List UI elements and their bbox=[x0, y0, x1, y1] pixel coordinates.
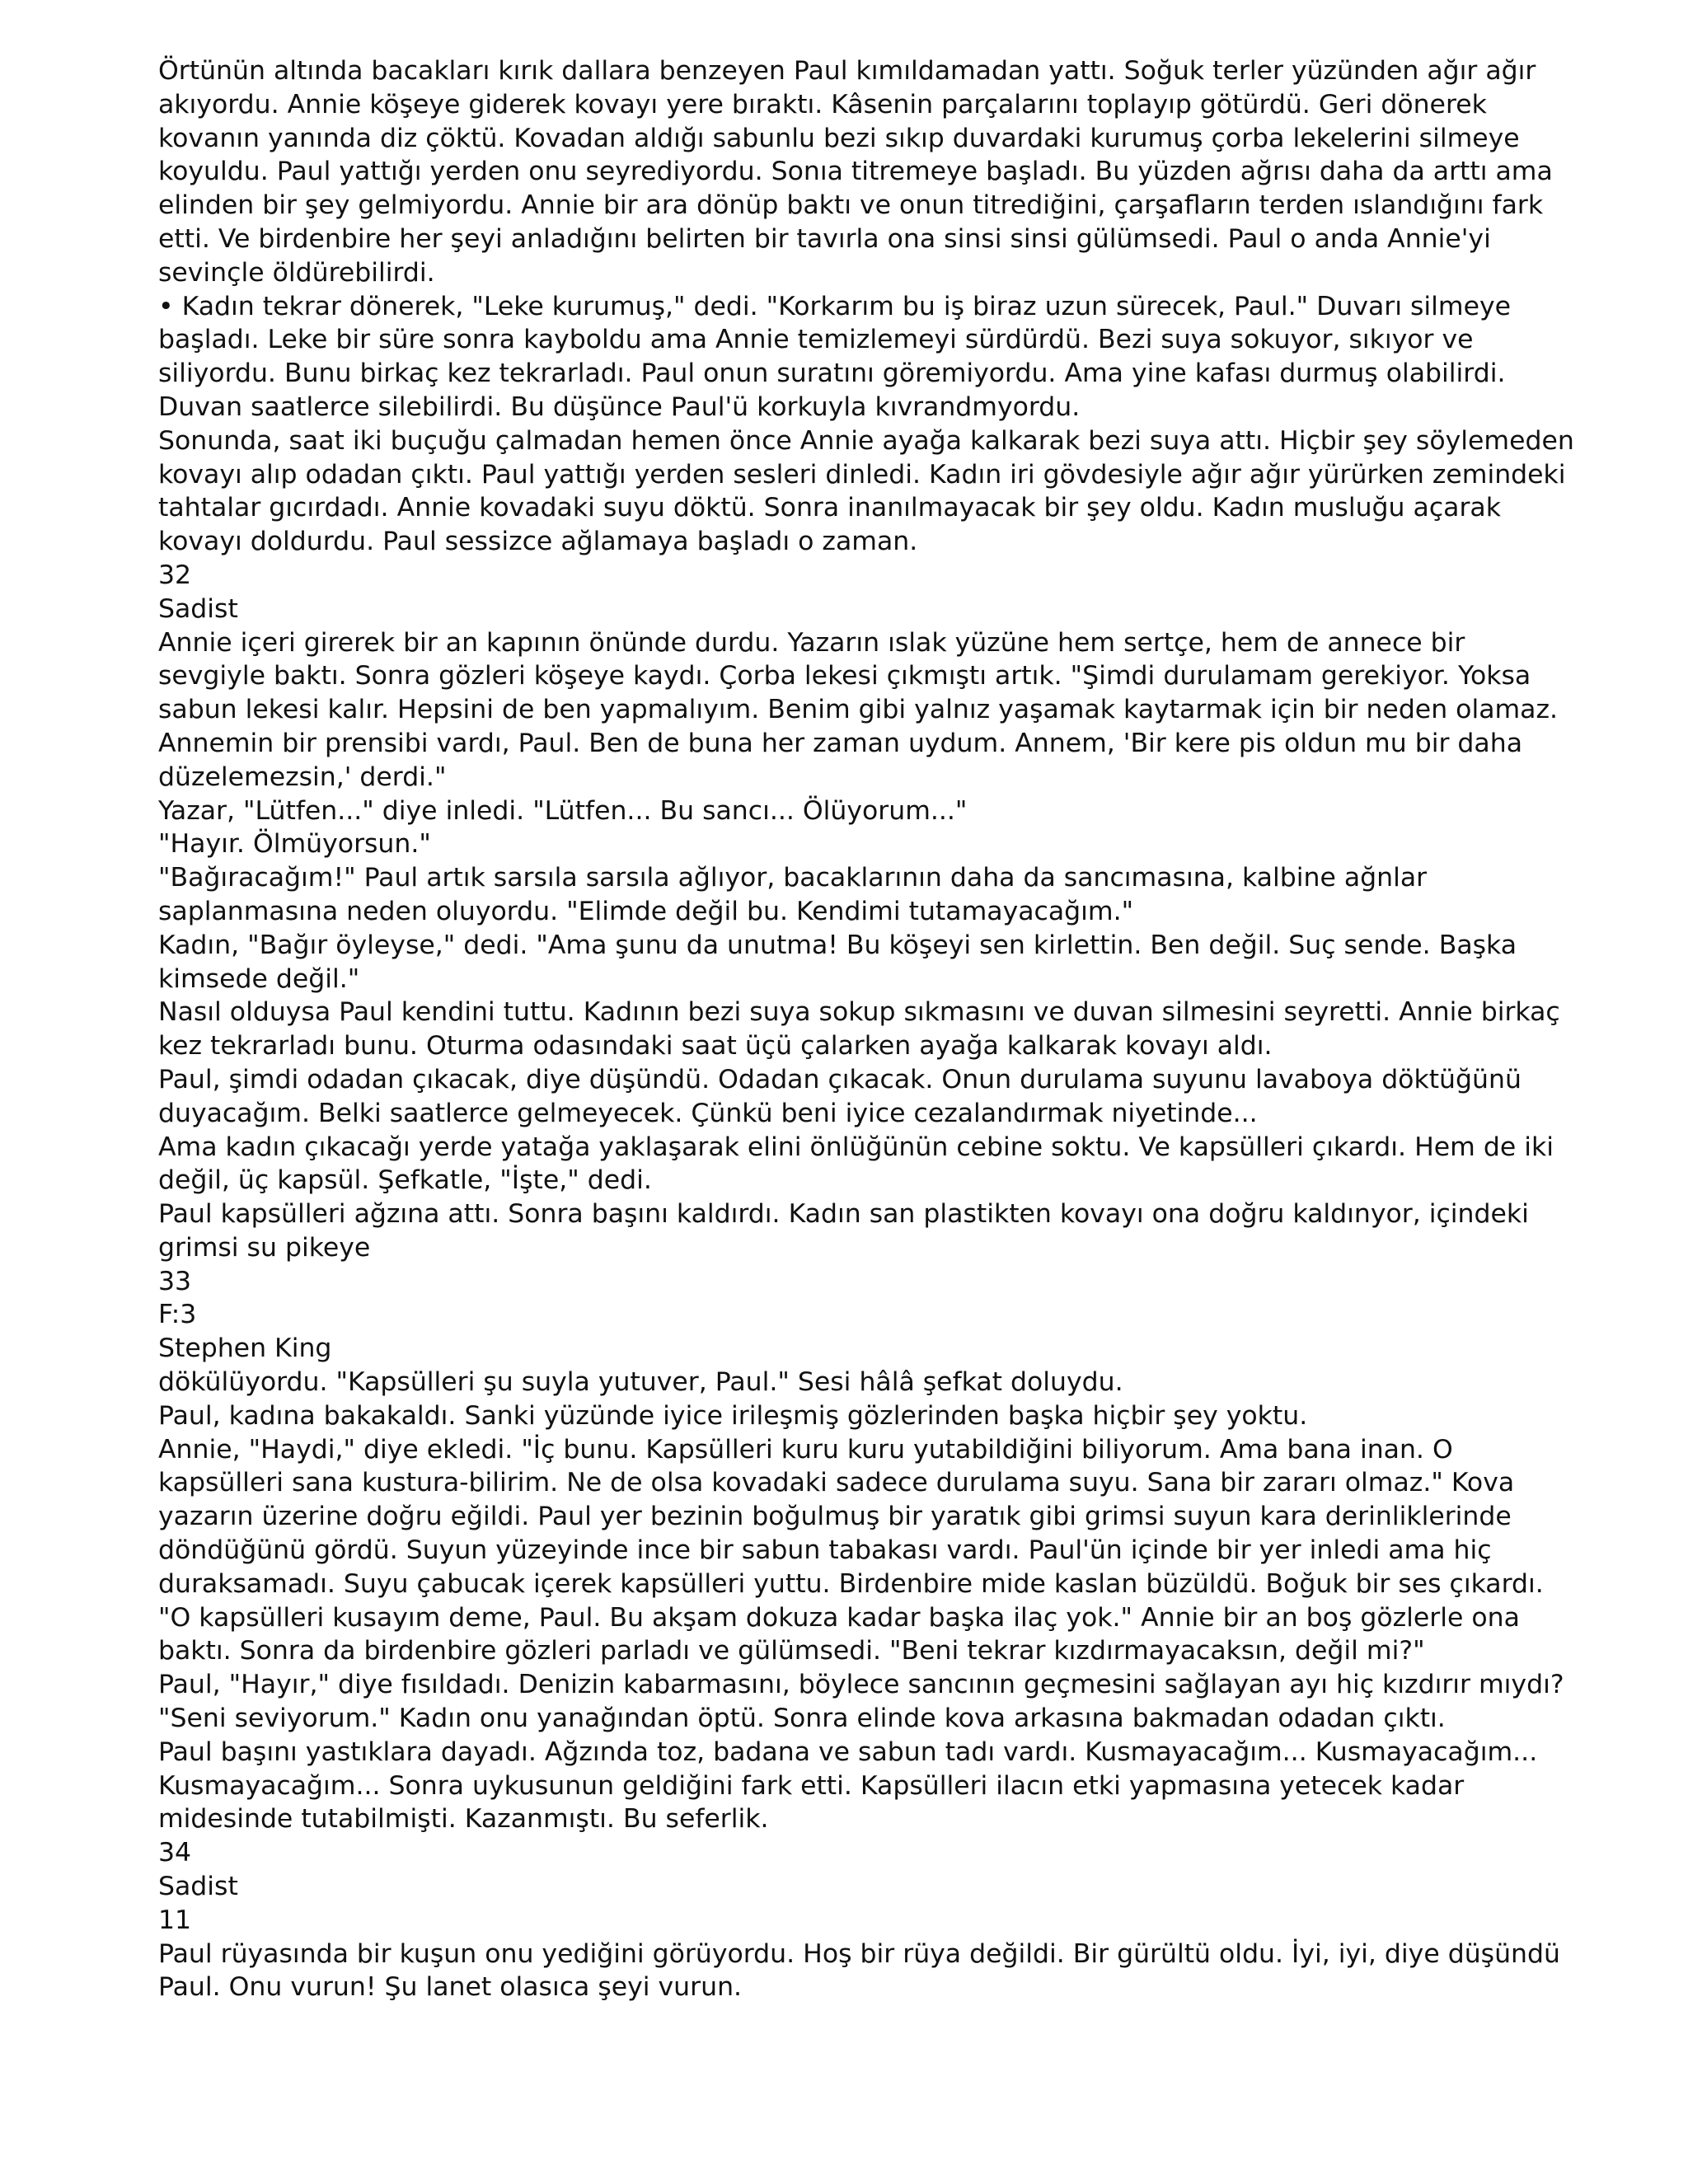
text-line: saplanmasına neden oluyordu. "Elimde değil bu. Kendimi tutamayacağım." bbox=[158, 896, 1134, 926]
text-line: grimsi su pikeye bbox=[158, 1232, 371, 1263]
text-line: Paul başını yastıklara dayadı. Ağzında toz, badana ve sabun tadı vardı. Kusmayacağım... Kusmayacağım... bbox=[158, 1736, 1538, 1767]
text-line: yazarın üzerine doğru eğildi. Paul yer bezinin boğulmuş bir yaratık gibi grimsi suyun kara derinliklerinde bbox=[158, 1502, 1512, 1532]
text-line: Paul, "Hayır," diye fısıldadı. Denizin kabarmasını, böylece sancının geçmesini sağlayan ayı hiç kızdırır mıydı? bbox=[158, 1670, 1564, 1700]
text-line: sevgiyle baktı. Sonra gözleri köşeye kaydı. Çorba lekesi çıkmıştı artık. "Şimdi durulamam gerekiyor. Yoksa bbox=[158, 661, 1531, 691]
text-line: Nasıl olduysa Paul kendini tuttu. Kadının bezi suya sokup sıkmasını ve duvan silmesini seyretti. Annie birkaç bbox=[158, 997, 1560, 1028]
chapter-number: 11 bbox=[158, 1905, 192, 1935]
running-header: Sadist bbox=[158, 593, 238, 624]
text-line: Sonunda, saat iki buçuğu çalmadan hemen önce Annie ayağa kalkarak bezi suya attı. Hiçbir şey söylemeden bbox=[158, 425, 1574, 456]
text-line: duyacağım. Belki saatlerce gelmeyecek. Çünkü beni iyice cezalandırmak niyetinde... bbox=[158, 1098, 1258, 1128]
page-marker: F:3 bbox=[158, 1300, 197, 1330]
text-line: etti. Ve birdenbire her şeyi anladığını belirten bir tavırla ona sinsi sinsi gülümsedi. Paul o anda Annie'yi bbox=[158, 223, 1491, 254]
text-line: akıyordu. Annie köşeye giderek kovayı yere bıraktı. Kâsenin parçalarını toplayıp götürdü. Geri dönerek bbox=[158, 89, 1487, 120]
text-line: koyuldu. Paul yattığı yerden onu seyrediyordu. Sonıa titremeye başladı. Bu yüzden ağrısı daha da arttı ama bbox=[158, 157, 1553, 187]
text-line: midesinde tutabilmişti. Kazanmıştı. Bu seferlik. bbox=[158, 1804, 769, 1835]
text-line: kovanın yanında diz çöktü. Kovadan aldığı sabunlu bezi sıkıp duvardaki kurumuş çorba lekelerini silmeye bbox=[158, 123, 1520, 153]
text-line: baktı. Sonra da birdenbire gözleri parladı ve gülümsedi. "Beni tekrar kızdırmayacaksın, değil mi?" bbox=[158, 1636, 1425, 1666]
text-line: kovayı alıp odadan çıktı. Paul yattığı yerden sesleri dinledi. Kadın iri gövdesiyle ağır ağır yürürken zemindeki bbox=[158, 459, 1566, 490]
text-line: dökülüyordu. "Kapsülleri şu suyla yutuver, Paul." Sesi hâlâ şefkat doluydu. bbox=[158, 1367, 1123, 1398]
text-line: döndüğünü gördü. Suyun yüzeyinde ince bir sabun tabakası vardı. Paul'ün içinde bir yer inledi ama hiç bbox=[158, 1535, 1492, 1566]
text-line: duraksamadı. Suyu çabucak içerek kapsülleri yuttu. Birdenbire mide kaslan büzüldü. Boğuk bir ses çıkardı. bbox=[158, 1568, 1544, 1599]
text-line: sabun lekesi kalır. Hepsini de ben yapmalıyım. Benim gibi yalnız yaşamak kaytarmak için bir neden olamaz. bbox=[158, 695, 1559, 725]
text-line: Annie, "Haydi," diye ekledi. "İç bunu. Kapsülleri kuru kuru yutabildiğini biliyorum. Ama bana inan. O bbox=[158, 1434, 1453, 1465]
text-line: Paul, şimdi odadan çıkacak, diye düşündü. Odadan çıkacak. Onun durulama suyunu lavaboya döktüğünü bbox=[158, 1064, 1522, 1094]
text-line: kovayı doldurdu. Paul sessizce ağlamaya başladı o zaman. bbox=[158, 527, 918, 557]
text-line: Paul, kadına bakakaldı. Sanki yüzünde iyice irileşmiş gözlerinden başka hiçbir şey yoktu. bbox=[158, 1400, 1308, 1431]
text-line: Paul. Onu vurun! Şu lanet olasıca şeyi vurun. bbox=[158, 1972, 743, 2003]
text-line: Yazar, "Lütfen..." diye inledi. "Lütfen... Bu sancı... Ölüyorum..." bbox=[158, 795, 968, 826]
page-number: 32 bbox=[158, 560, 192, 590]
running-header: Stephen King bbox=[158, 1333, 332, 1364]
text-line: Paul kapsülleri ağzına attı. Sonra başını kaldırdı. Kadın san plastikten kovayı ona doğru kaldınyor, içindeki bbox=[158, 1199, 1529, 1230]
text-line: Annie içeri girerek bir an kapının önünde durdu. Yazarın ıslak yüzüne hem sertçe, hem de annece bir bbox=[158, 627, 1465, 658]
document-body bbox=[158, 54, 1574, 2004]
text-line: • Kadın tekrar dönerek, "Leke kurumuş," dedi. "Korkarım bu iş biraz uzun sürecek, Paul." Duvarı silmeye bbox=[158, 291, 1511, 321]
text-line: kez tekrarladı bunu. Oturma odasındaki saat üçü çalarken ayağa kalkarak kovayı aldı. bbox=[158, 1031, 1273, 1062]
page-number: 33 bbox=[158, 1266, 192, 1296]
text-line: kapsülleri sana kustura-bilirim. Ne de olsa kovadaki sadece durulama suyu. Sana bir zararı olmaz." Kova bbox=[158, 1468, 1515, 1498]
text-line: Örtünün altında bacakları kırık dallara benzeyen Paul kımıldamadan yattı. Soğuk terler yüzünden ağır ağır bbox=[158, 56, 1536, 86]
text-line: Paul rüyasında bir kuşun onu yediğini görüyordu. Hoş bir rüya değildi. Bir gürültü oldu. İyi, iyi, diye düşündü bbox=[158, 1938, 1560, 1969]
page-number: 34 bbox=[158, 1838, 192, 1868]
text-line: "Hayır. Ölmüyorsun." bbox=[158, 829, 431, 860]
text-line: Kadın, "Bağır öyleyse," dedi. "Ama şunu da unutma! Bu köşeyi sen kirlettin. Ben değil. Suç sende. Başka bbox=[158, 930, 1517, 960]
text-line: Annemin bir prensibi vardı, Paul. Ben de buna her zaman uydum. Annem, 'Bir kere pis oldun mu bir daha bbox=[158, 728, 1522, 758]
text-line: elinden bir şey gelmiyordu. Annie bir ara dönüp baktı ve onun titrediğini, çarşafların terden ıslandığını fark bbox=[158, 190, 1544, 221]
text-line: Ama kadın çıkacağı yerde yatağa yaklaşarak elini önlüğünün cebine soktu. Ve kapsülleri çıkardı. Hem de iki bbox=[158, 1132, 1554, 1162]
text-line: Kusmayacağım... Sonra uykusunun geldiğini fark etti. Kapsülleri ilacın etki yapmasına yetecek kadar bbox=[158, 1770, 1465, 1801]
text-line: siliyordu. Bunu birkaç kez tekrarladı. Paul onun suratını göremiyordu. Ama yine kafası durmuş olabilirdi. bbox=[158, 359, 1506, 389]
text-line: "O kapsülleri kusayım deme, Paul. Bu akşam dokuza kadar başka ilaç yok." Annie bir an boş gözlerle ona bbox=[158, 1602, 1520, 1633]
text-line: kimsede değil." bbox=[158, 963, 360, 994]
text-line: tahtalar gıcırdadı. Annie kovadaki suyu döktü. Sonra inanılmayacak bir şey oldu. Kadın musluğu açarak bbox=[158, 493, 1501, 523]
text-line: Duvan saatlerce silebilirdi. Bu düşünce Paul'ü korkuyla kıvrandmyordu. bbox=[158, 391, 1081, 422]
text-line: başladı. Leke bir süre sonra kayboldu ama Annie temizlemeyi sürdürdü. Bezi suya sokuyor, sıkıyor ve bbox=[158, 325, 1474, 355]
running-header: Sadist bbox=[158, 1872, 238, 1902]
text-line: sevinçle öldürebilirdi. bbox=[158, 257, 435, 288]
text-line: değil, üç kapsül. Şefkatle, "İşte," dedi. bbox=[158, 1165, 652, 1196]
text-line: "Bağıracağım!" Paul artık sarsıla sarsıla ağlıyor, bacaklarının daha da sancımasına, kalbine ağnlar bbox=[158, 863, 1428, 893]
text-line: "Seni seviyorum." Kadın onu yanağından öptü. Sonra elinde kova arkasına bakmadan odadan çıktı. bbox=[158, 1704, 1446, 1734]
text-line: düzelemezsin,' derdi." bbox=[158, 762, 447, 792]
